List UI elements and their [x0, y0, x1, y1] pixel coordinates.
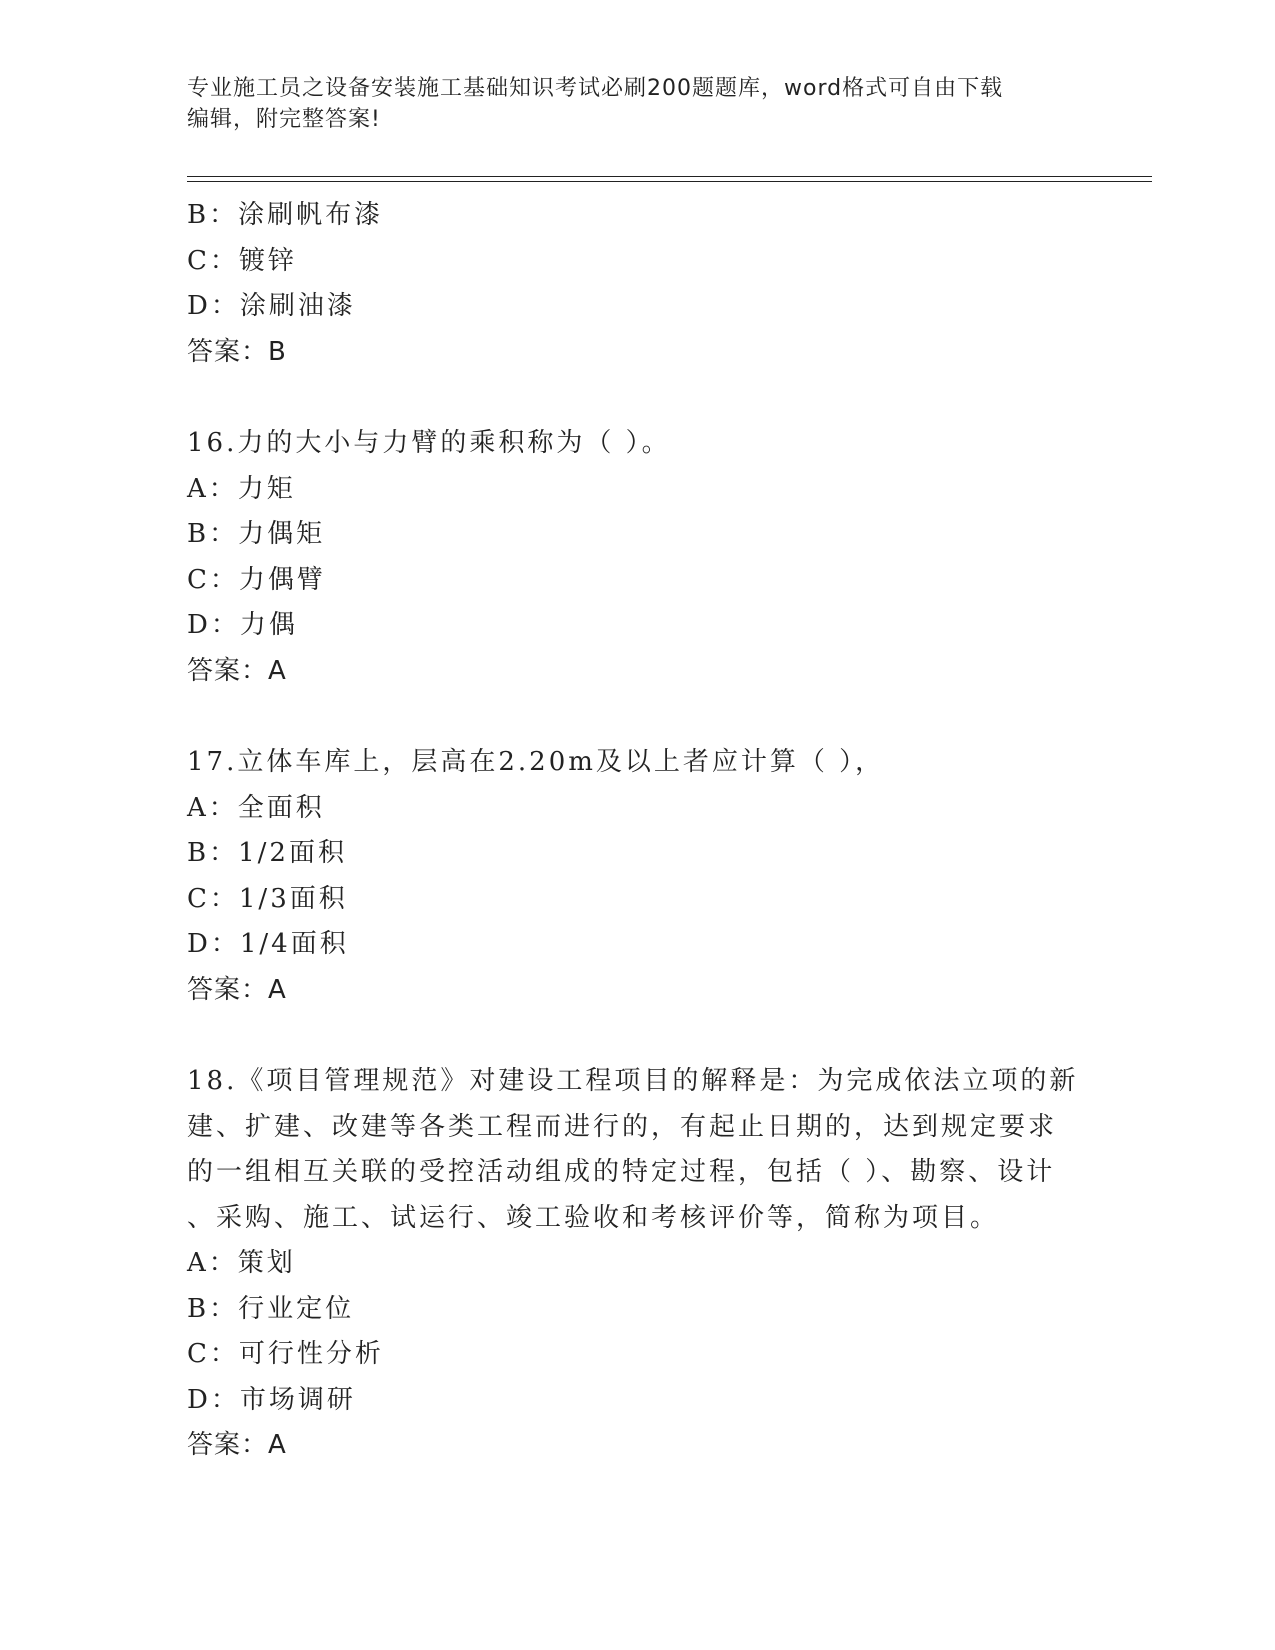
question-text-line-2: 建、扩建、改建等各类工程而进行的，有起止日期的，达到规定要求	[187, 1111, 1058, 1142]
header-title-line-1: 专业施工员之设备安装施工基础知识考试必刷200题题库，word格式可自由下载	[187, 76, 1004, 101]
option-b: B：行业定位	[187, 1293, 355, 1324]
question-text-line-4: 、采购、施工、试运行、竣工验收和考核评价等，简称为项目。	[187, 1202, 1000, 1233]
question-text: 17.立体车库上，层高在2.20m及以上者应计算（ ），	[187, 747, 885, 777]
option-d: D：涂刷油漆	[187, 291, 356, 321]
option-b: B：力偶矩	[187, 519, 326, 549]
option-c: C：力偶臂	[187, 564, 326, 595]
header-rule-bottom	[187, 181, 1152, 182]
option-d: D：1/4面积	[187, 929, 349, 959]
option-d: D：力偶	[187, 610, 298, 640]
header-rule-top	[187, 176, 1152, 177]
answer-line: 答案：A	[187, 655, 287, 686]
question-text: 16.力的大小与力臂的乘积称为（ ）。	[187, 428, 671, 458]
option-c: C：镀锌	[187, 245, 297, 276]
option-b: B：1/2面积	[187, 838, 347, 868]
question-18	[187, 1059, 1087, 1469]
option-c: C：可行性分析	[187, 1339, 384, 1369]
document-header	[187, 73, 1087, 135]
spacer	[187, 1013, 1087, 1059]
answer-line: 答案：A	[187, 1430, 287, 1460]
option-a: A：策划	[187, 1248, 296, 1278]
spacer	[187, 375, 1087, 421]
question-16	[187, 421, 1087, 694]
question-text-line-3: 的一组相互关联的受控活动组成的特定过程，包括（ ）、勘察、设计	[187, 1157, 1056, 1187]
question-15-continued	[187, 193, 1087, 375]
option-b: B：涂刷帆布漆	[187, 200, 384, 230]
question-text-line-1: 18.《项目管理规范》对建设工程项目的解释是：为完成依法立项的新	[187, 1066, 1079, 1096]
header-title-line-2: 编辑，附完整答案!	[187, 107, 381, 132]
question-list	[187, 193, 1087, 1469]
question-17	[187, 740, 1087, 1013]
option-a: A：力矩	[187, 473, 296, 504]
option-d: D：市场调研	[187, 1384, 356, 1415]
answer-line: 答案：A	[187, 974, 287, 1005]
answer-line: 答案：B	[187, 336, 287, 367]
spacer	[187, 694, 1087, 740]
option-c: C：1/3面积	[187, 883, 348, 914]
option-a: A：全面积	[187, 792, 325, 823]
